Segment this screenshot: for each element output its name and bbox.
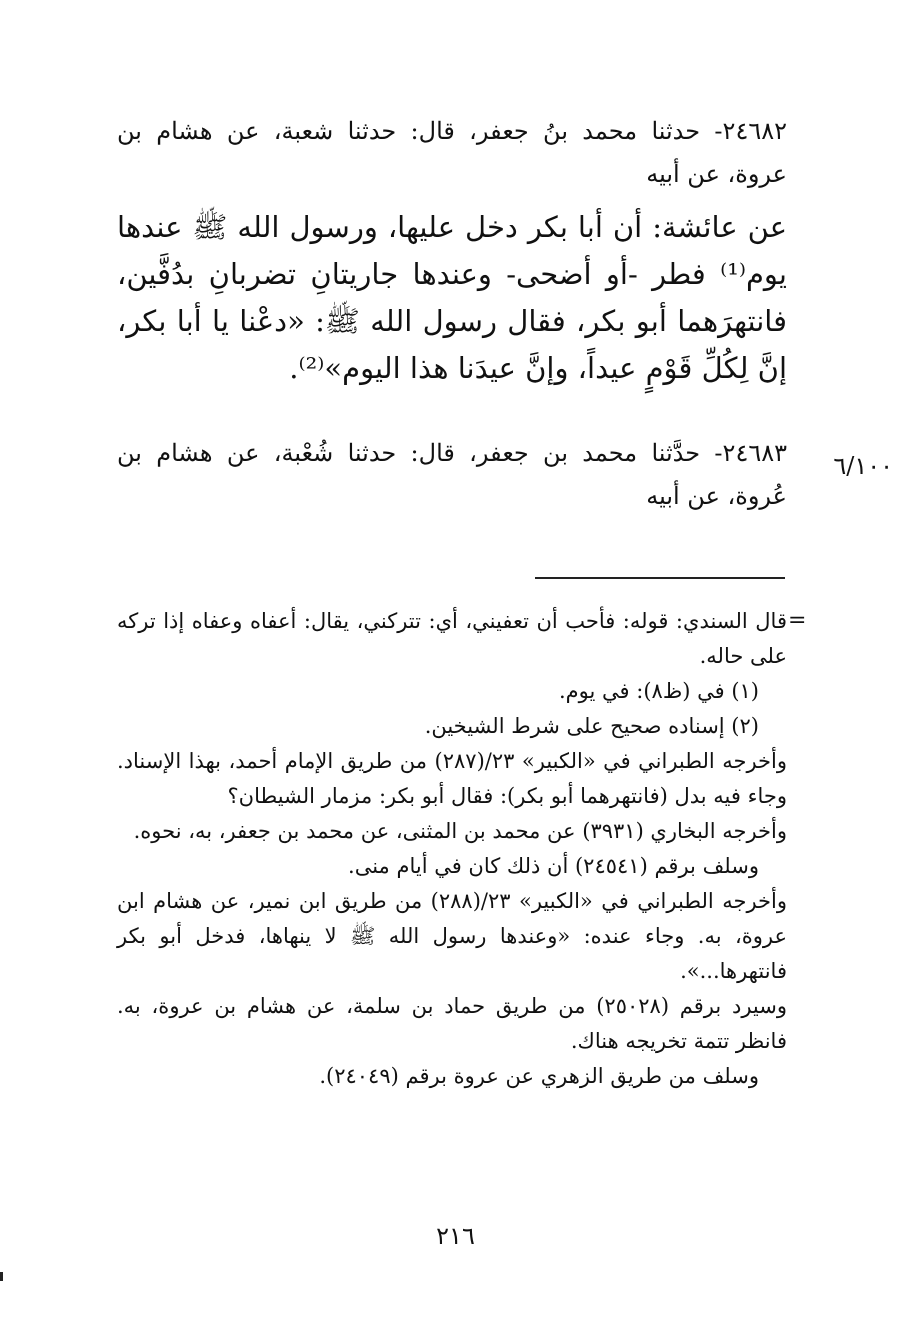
footnote-salaf-24541: وسلف برقم (٢٤٥٤١) أن ذلك كان في أيام منى.: [348, 854, 759, 878]
footnote-takhrij-bukhari: وأخرجه البخاري (٣٩٣١) عن محمد بن المثنى، عن محمد بن جعفر، به، نحوه.: [133, 819, 787, 843]
scan-mark: [0, 1272, 3, 1281]
footnote-2: (٢) إسناده صحيح على شرط الشيخين.: [424, 714, 759, 738]
footnote-sindi: قال السندي: قوله: فأحب أن تعفيني، أي: تتركني، يقال: أعفاه وعفاه إذا تركه على حاله.: [117, 609, 787, 668]
footnote-salaf-24049: وسلف من طريق الزهري عن عروة برقم (٢٤٠٤٩).: [319, 1064, 759, 1088]
footnote-1: (١) في (ظ٨): في يوم.: [559, 679, 759, 703]
hadith-24682-isnad: ٢٤٦٨٢- حدثنا محمد بنُ جعفر، قال: حدثنا شعبة، عن هشام بن عروة، عن أبيه: [117, 117, 787, 188]
hadith-24683-isnad: ٢٤٦٨٣- حدَّثنا محمد بن جعفر، قال: حدثنا شُعْبة، عن هشام بن عُروة، عن أبيه: [117, 439, 787, 510]
footnote-takhrij-tabarani: وأخرجه الطبراني في «الكبير» ٢٣/(٢٨٧) من طريق الإمام أحمد، بهذا الإسناد. وجاء فيه بدل (فانتهرهما أبو بكر): فقال أبو بكر: مزمار الشيطان؟: [117, 749, 787, 808]
footnote-sayarid-25028: وسيرد برقم (٢٥٠٢٨) من طريق حماد بن سلمة، عن هشام بن عروة، به. فانظر تتمة تخريجه هناك.: [117, 994, 787, 1053]
footnote-continuation-mark: =: [788, 608, 807, 633]
footnote-separator: [535, 577, 785, 579]
hadith-24682-matn: عن عائشة: أن أبا بكر دخل عليها، ورسول الله ﷺ عندها يوم⁽¹⁾ فطر -أو أضحى- وعندها جاريتانِ تضربانِ بدُفَّين، فانتهرَهما أبو بكر، فقال رسول الله ﷺ: «دعْنا يا أبا بكر، إنَّ لِكُلِّ قَوْمٍ عيداً، وإنَّ عيدَنا هذا اليوم»⁽²⁾.: [117, 210, 787, 385]
volume-page-reference: ٦/١٠٠: [833, 452, 893, 480]
footnotes: [117, 604, 787, 1094]
footnote-takhrij-ibn-numayr: وأخرجه الطبراني في «الكبير» ٢٣/(٢٨٨) من طريق ابن نمير، عن هشام ابن عروة، به. وجاء عنده: «وعندها رسول الله ﷺ لا ينهاها، فدخل أبو بكر فانتهرها...».: [117, 889, 787, 983]
page-number: ٢١٦: [436, 1222, 475, 1250]
